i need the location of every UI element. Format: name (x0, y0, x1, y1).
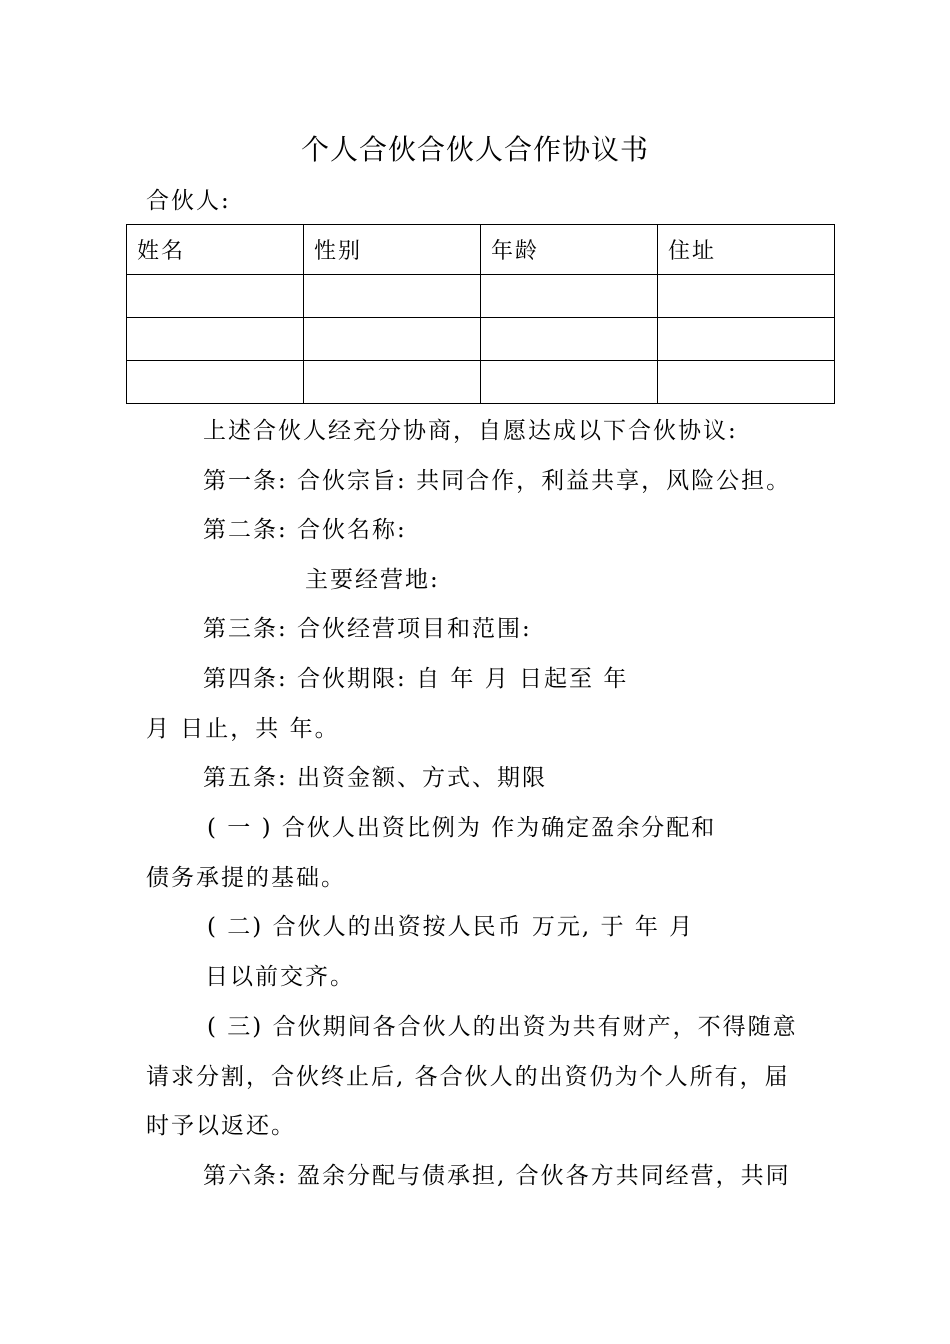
table-cell (127, 275, 304, 318)
table-cell (658, 318, 835, 361)
table-header-row (127, 225, 835, 275)
table-cell (127, 318, 304, 361)
article-5-clause-3-line-3: 时予以返还。 (146, 1113, 296, 1139)
table-cell (658, 275, 835, 318)
article-5-clause-1-line-2: 债务承提的基础。 (146, 865, 346, 891)
table-cell (481, 318, 658, 361)
table-row (127, 361, 835, 404)
article-5: 第五条: 出资金额、方式、期限 (203, 765, 548, 791)
article-6: 第六条: 盈余分配与债承担, 合伙各方共同经营，共同 (203, 1163, 791, 1189)
intro-paragraph: 上述合伙人经充分协商，自愿达成以下合伙协议: (203, 418, 738, 444)
article-5-clause-2-line-1: ( 二) 合伙人的出资按人民币 万元, 于 年 月 (207, 914, 695, 940)
table-cell (304, 275, 481, 318)
article-2-location: 主要经营地: (305, 567, 440, 593)
article-4-line-1: 第四条: 合伙期限: 自 年 月 日起至 年 (203, 666, 629, 692)
table-cell (481, 275, 658, 318)
table-row (127, 318, 835, 361)
partners-table (126, 224, 835, 404)
table-cell (304, 361, 481, 404)
article-5-clause-2-line-2: 日以前交齐。 (205, 964, 355, 990)
article-3: 第三条: 合伙经营项目和范围: (203, 616, 532, 642)
header-name: 姓名 (127, 225, 304, 275)
header-address: 住址 (658, 225, 835, 275)
header-age: 年龄 (481, 225, 658, 275)
article-5-clause-1-line-1: ( 一 ) 合伙人出资比例为 作为确定盈余分配和 (207, 815, 717, 841)
article-1: 第一条: 合伙宗旨: 共同合作，利益共享，风险公担。 (203, 468, 792, 494)
table-cell (481, 361, 658, 404)
table-row (127, 275, 835, 318)
partners-label: 合伙人: (146, 188, 231, 214)
article-4-line-2: 月 日止，共 年。 (146, 716, 340, 742)
document-title: 个人合伙合伙人合作协议书 (300, 133, 649, 166)
article-2: 第二条: 合伙名称: (203, 517, 407, 543)
table-cell (658, 361, 835, 404)
table-cell (304, 318, 481, 361)
table-cell (127, 361, 304, 404)
article-5-clause-3-line-1: ( 三) 合伙期间各合伙人的出资为共有财产，不得随意 (207, 1014, 798, 1040)
article-5-clause-3-line-2: 请求分割，合伙终止后, 各合伙人的出资仍为个人所有，届 (146, 1064, 790, 1090)
header-gender: 性别 (304, 225, 481, 275)
